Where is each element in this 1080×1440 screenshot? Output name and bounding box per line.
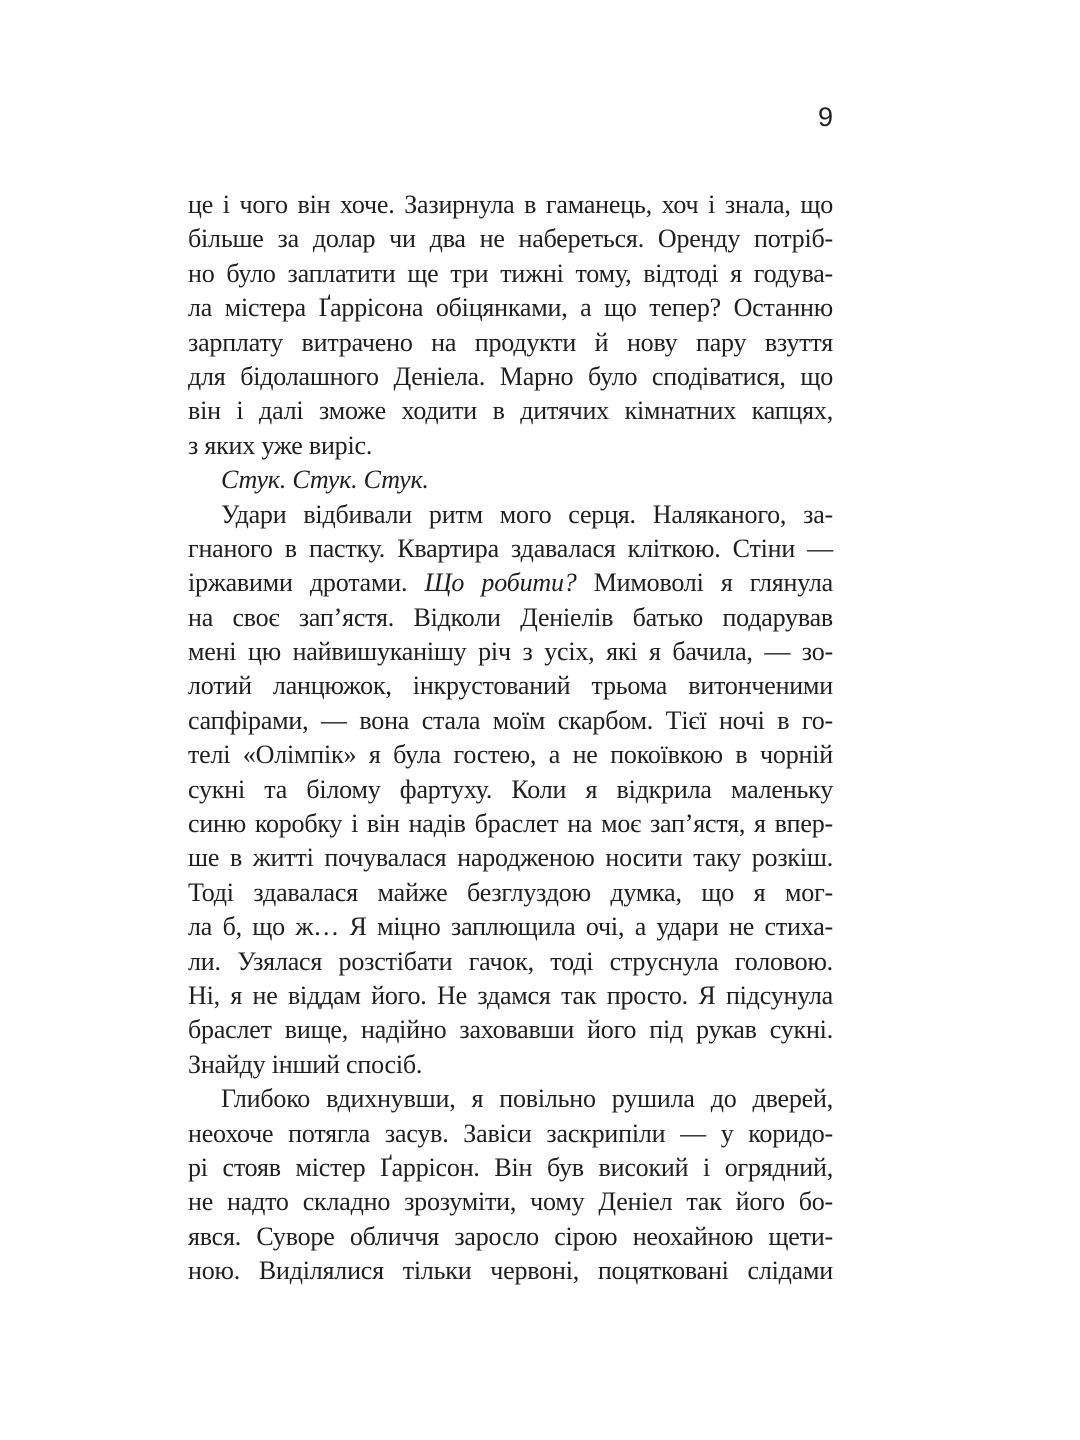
text-line: явся. Суворе обличчя заросло сірою неохайною щети- [188,1221,833,1251]
page-number: 9 [817,102,833,132]
text-line: він і далі зможе ходити в дитячих кімнатних капцях, [188,396,833,426]
text-line: рі стояв містер Ґаррісон. Він був високий і огрядний, [188,1152,833,1182]
text-line: ли. Узялася розстібати гачок, тоді струснула головою. [188,946,833,976]
text-line: на своє зап’ястя. Відколи Деніелів батько подарував [188,602,833,632]
text-line: для бідолашного Деніела. Марно було сподіватися, що [188,361,833,391]
text-line: телі «Олімпік» я була гостею, а не покоївкою в чорній [188,740,833,770]
text-line: мені цю найвишуканішу річ з усіх, які я бачила, — зо- [188,637,833,667]
text-segment: Мимоволі я глянула [576,568,833,598]
text-line: Знайду інший спосіб. [188,1049,423,1079]
text-segment: іржавими дротами. [188,568,425,598]
text-line: це і чого він хоче. Зазирнула в гаманець, хоч і знала, що [188,190,833,219]
text-line: ла б, що ж… Я міцно заплющила очі, а удари не стиха- [188,912,833,942]
paragraph [188,1082,833,1288]
text-line: ше в житті почувалася народженою носити таку розкіш. [188,843,833,873]
text-line: Стук. Стук. Стук. [221,465,429,495]
text-line: Тоді здавалася майже безглуздою думка, що я мог- [188,877,833,907]
text-line: ла містера Ґаррісона обіцянками, а що тепер? Останню [188,293,833,323]
text-line: гнаного в пастку. Квартира здавалася кліткою. Стіни — [188,533,833,563]
text-line: сукні та білому фартуху. Коли я відкрила маленьку [188,774,833,804]
text-line: синю коробку і він надів браслет на моє зап’ястя, я впер- [188,809,833,839]
paragraph [188,498,833,1083]
text-line: більше за долар чи два не набереться. Оренду потріб- [188,224,833,254]
text-line: Глибоко вдихнувши, я повільно рушила до дверей, [221,1084,833,1114]
paragraph [188,463,833,497]
text-line: сапфірами, — вона стала моїм скарбом. Тієї ночі в го- [188,705,833,735]
text-line: не надто складно зрозуміти, чому Деніел так його бо- [188,1187,833,1217]
text-line: зарплату витрачено на продукти й нову пару взуття [188,327,833,357]
text-line: но було заплатити ще три тижні тому, відтоді я годува- [188,258,833,288]
text-line: браслет вище, надійно заховавши його під рукав сукні. [188,1015,833,1045]
text-line: лотий ланцюжок, інкрустований трьома витонченими [188,671,833,701]
paragraph [188,188,833,463]
text-line [188,566,833,600]
text-line: ною. Виділялися тільки червоні, поцятковані слідами [188,1256,833,1286]
text-line: неохоче потягла засув. Завіси заскрипіли — у коридо- [188,1118,833,1148]
text-line: Удари відбивали ритм мого серця. Наляканого, за- [221,499,833,529]
italic-phrase: Що робити? [424,568,577,598]
text-block [188,188,833,1289]
text-line: з яких уже виріс. [188,430,373,460]
text-line: Ні, я не віддам його. Не здамся так просто. Я підсунула [188,980,833,1010]
